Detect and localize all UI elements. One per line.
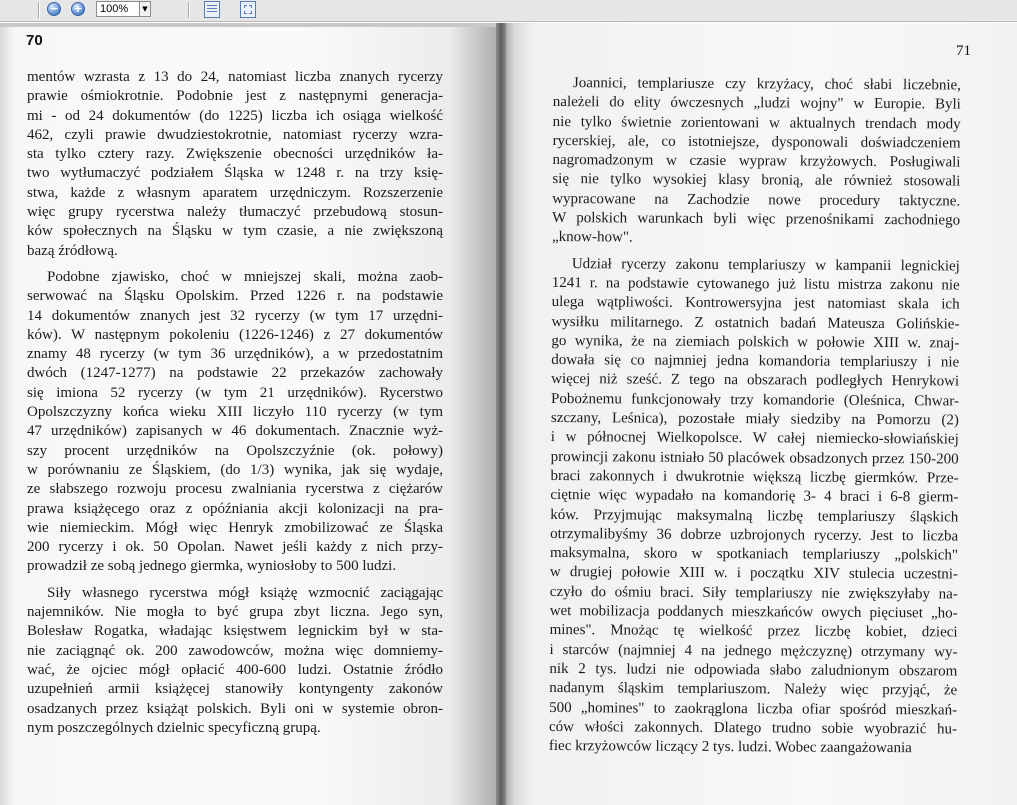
text-line: otrzymalibyśmy 36 dobrze uzbrojonych rycerzy. Jest to liczba bbox=[550, 525, 959, 545]
paragraph bbox=[27, 268, 443, 577]
text-line: prowadził ze sobą jednego giermka, wyniosłoby to 500 ludzi. bbox=[27, 558, 397, 575]
text-line: Siły własnego rycerstwa mógł książę wzmocnić zaciągając bbox=[47, 584, 443, 601]
zoom-out-icon[interactable]: − bbox=[47, 2, 61, 16]
text-line: bazą źródłową. bbox=[27, 242, 118, 259]
text-line: sta tylko cztery razy. Zwiększenie obecności urzędników ła- bbox=[27, 146, 443, 163]
fit-page-icon[interactable] bbox=[240, 1, 256, 18]
zoom-level-input[interactable]: 100% bbox=[96, 1, 140, 17]
text-line: nagromadzonym w czasie wypraw krzyżowych. Posługiwali bbox=[552, 152, 961, 171]
paragraph bbox=[27, 584, 443, 738]
text-line: ków). W następnym pokoleniu (1226-1246) z 27 dokumentów bbox=[27, 326, 443, 343]
viewer-toolbar bbox=[0, 0, 1017, 22]
text-line: wie niemieckim. Mógł więc Henryk zmobilizować ze Śląska bbox=[27, 519, 443, 536]
text-line: uzupełnień armii książęcej stanowiły kontyngenty zakonów bbox=[27, 681, 443, 698]
text-line: mines". Mnożąc tę wielkość przez liczbę kobiet, dzieci bbox=[549, 622, 958, 641]
text-line: stwa, każde z własnym aparatem urzędniczym. Rozszerzenie bbox=[27, 184, 443, 201]
text-line: Joannici, templariusze czy krzyżacy, choć słabi liczebnie, bbox=[572, 75, 961, 94]
text-line: go wynika, że na ziemiach polskich w połowie XIII w. znaj- bbox=[551, 332, 960, 352]
toolbar-separator bbox=[188, 2, 190, 18]
text-line: szy procent urzędników na Opolszczyźnie (ok. połowy) bbox=[27, 442, 443, 459]
text-line: więcej niż sześć. Z tego na obszarach podległych Henrykowi bbox=[551, 371, 960, 390]
text-line: wać, że ojciec mógł opłacić 400-600 ludzi. Ostatnie źródło bbox=[27, 661, 443, 678]
text-line: ze słabszego rozwoju procesu zwalniania rycerstwa z ciężarów bbox=[27, 481, 443, 498]
text-line: mentów wzrasta z 13 do 24, natomiast liczba znanych rycerzy bbox=[27, 69, 443, 85]
text-line: się imiona 52 rycerzy (w tym 21 urzędników). Rycerstwo bbox=[27, 384, 443, 401]
text-line: i w północnej Wielkopolsce. W całej niemiecko-słowiańskiej bbox=[550, 429, 959, 448]
right-page-text bbox=[549, 74, 961, 759]
text-line: dwóch (1247-1277) na podstawie 22 przekazów zachowały bbox=[27, 365, 443, 382]
text-line: W polskich warunkach byli więc przenośnikami zachodniego bbox=[552, 210, 961, 229]
text-line: 462, czyli prawie dwudziestokrotnie, natomiast rycerzy wzra- bbox=[27, 126, 443, 143]
text-line: fiec krzyżowców liczący 2 tys. ludzi. Wobec zaangażowania bbox=[548, 738, 912, 757]
text-line: 500 „homines" to zaokrąglona liczba ofiar spośród mieszkań- bbox=[549, 699, 958, 718]
text-line: 200 rycerzy i ok. 50 Opolan. Nawet jeśli każdy z nich przy- bbox=[27, 539, 443, 556]
text-line: wet mobilizacja poddanych mieszkańców owych pięciuset „ho- bbox=[549, 603, 958, 622]
text-line: i starców (najmniej 4 na jednego mężczyznę) otrzymany wy- bbox=[549, 641, 958, 661]
fit-width-icon[interactable] bbox=[204, 1, 220, 18]
text-line: ulega wątpliwości. Kontrowersyjna jest natomiast skala ich bbox=[551, 294, 960, 313]
text-line: 1241 r. na podstawie cytowanego już listu mistrza zakonu nie bbox=[551, 274, 960, 294]
text-line: ków. Przyjmując maksymalną liczbę templariuszy śląskich bbox=[550, 506, 959, 526]
text-line: mi - od 24 dokumentów (do 1225) liczba ich osiąga wielkość bbox=[27, 107, 443, 124]
paragraph bbox=[552, 74, 961, 250]
text-line: braci zakonnych i dwukrotnie większą liczbę giermków. Prze- bbox=[550, 467, 959, 487]
text-line: wypracowane na Zachodzie nowe procedury taktyczne. bbox=[552, 190, 961, 210]
text-line: w porównaniu ze Śląskiem, (do 1/3) wynika, jak się wydaje, bbox=[27, 461, 443, 478]
text-line: prawa książęcego oraz z opóźniania akcji kolonizacji na pra- bbox=[27, 500, 443, 517]
text-line: się nie tylko wysokiej klasy bronią, ale również stosowali bbox=[552, 171, 961, 190]
text-line: rycerskiej, ale, co istotniejsze, dysponowali doświadczeniem bbox=[552, 132, 961, 152]
text-line: wysiłku militarnego. Z ostatnich badań Mateusza Golińskie- bbox=[551, 313, 960, 333]
text-line: prawie ośmiokrotnie. Podobnie jest z następnymi generacja- bbox=[27, 88, 443, 105]
text-line: two wytłumaczyć podziałem Śląska w 1248 r. na trzy księ- bbox=[27, 165, 443, 182]
right-page-number: 71 bbox=[956, 43, 971, 59]
text-line: Bolesław Rogatka, władając księstwem legnickim był w sta- bbox=[27, 623, 443, 640]
paragraph bbox=[549, 255, 960, 759]
text-line: nie tylko świetnie zorientowani w aktualnych trendach mody bbox=[552, 113, 961, 133]
text-line: Opolszczyzny końca wieku XIII liczyło 110 rycerzy (w tym bbox=[27, 404, 443, 421]
paragraph bbox=[27, 68, 443, 261]
text-line: ców włości zakonnych. Dlatego trudno sobie wyobrazić hu- bbox=[548, 718, 958, 738]
text-line: więc grupy rycerstwa należy tłumaczyć przebudową stosun- bbox=[27, 204, 443, 221]
left-page-number: 70 bbox=[26, 32, 43, 49]
zoom-in-icon[interactable]: + bbox=[71, 2, 85, 16]
text-line: Udział rycerzy zakonu templariuszy w kampanii legnickiej bbox=[571, 255, 960, 275]
text-line: osadzanych przez książąt polskich. Byli oni w systemie obron- bbox=[27, 700, 443, 717]
text-line: szczany, Leśnica), pozostałe miały siedziby na Pomorzu (2) bbox=[550, 410, 959, 429]
text-line: znamy 48 rycerzy (w tym 36 urzędników), a w przedostatnim bbox=[27, 346, 443, 363]
text-line: nym poszczególnych dzielnic specyficzną grupą. bbox=[27, 719, 321, 736]
text-line: 47 urzędników) zapisanych w 46 dokumentach. Znacznie wyż- bbox=[27, 423, 443, 440]
text-line: nik 2 tys. ludzi nie odpowiada słabo zaludnionym obszarom bbox=[549, 660, 958, 680]
text-line: ciętnie więc wypadało na komandorię 3- 4 braci i 6-8 gierm- bbox=[550, 487, 959, 506]
left-page-text bbox=[27, 68, 443, 738]
text-line: maksymalna, skoro w spotkaniach templariuszy „polskich" bbox=[550, 545, 959, 564]
text-line: serwować na Śląsku Opolskim. Przed 1226 r. na podstawie bbox=[27, 288, 443, 305]
text-line: nadanym śląskim templariuszom. Należy więc przyjąć, że bbox=[549, 680, 958, 699]
text-line: należeli do elity ówczesnych „ludzi wojny" w Europie. Byli bbox=[552, 94, 961, 113]
toolbar-separator bbox=[38, 2, 40, 18]
text-line: Podobne zjawisko, choć w mniejszej skali, można zaob- bbox=[47, 268, 443, 285]
text-line: „know-how". bbox=[551, 229, 633, 246]
text-line: najemników. Nie mogła to być grupa zbyt liczna. Jego syn, bbox=[27, 604, 443, 621]
text-line: Pobożnemu funkcjonowały trzy komandorie (Oleśnica, Chwar- bbox=[550, 390, 960, 410]
zoom-dropdown-button[interactable]: ▼ bbox=[140, 1, 151, 17]
text-line: nie zaciągnąć ok. 200 zawodowców, można więc domniemy- bbox=[27, 642, 443, 659]
text-line: prowincji zakonu istniało 50 placówek obsadzonych przez 150-200 bbox=[550, 448, 959, 468]
book-gutter bbox=[496, 23, 506, 805]
text-line: czyło do ośmiu braci. Siły templariuszy nie zwiększyłaby na- bbox=[549, 583, 958, 603]
text-line: 14 dokumentów znanych jest 32 rycerzy (w tym 17 urzędni- bbox=[27, 307, 443, 324]
text-line: dowała się co najmniej jedna komandoria templariuszy i nie bbox=[551, 352, 960, 371]
paragraph-gap bbox=[27, 577, 443, 584]
text-line: w drugiej połowie XIII w. i początku XIV stulecia uczestni- bbox=[549, 564, 958, 583]
text-line: ków społecznych na Śląsku w tym czasie, a nie zwiększoną bbox=[27, 223, 443, 240]
paragraph-gap bbox=[27, 261, 443, 268]
